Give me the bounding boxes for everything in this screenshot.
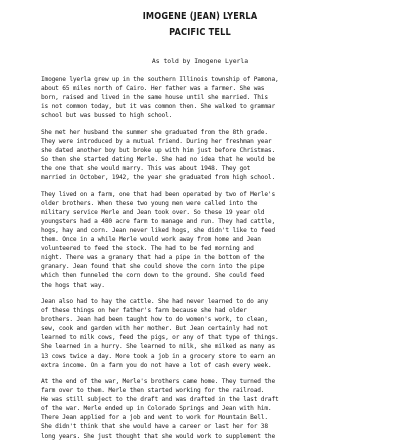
paragraph-4 xyxy=(41,297,371,370)
paragraph-3 xyxy=(41,190,371,290)
document-body xyxy=(41,75,371,448)
text-line: hogs, hay and corn. Jean never liked hogs, she didn't like to feed xyxy=(41,227,275,234)
paragraph-1 xyxy=(41,75,371,120)
text-line: she dated another boy but broke up with him just before Christmas. xyxy=(41,146,275,154)
text-line: military service Merle and Jean took over. So these 19 year old xyxy=(41,208,265,216)
text-line: Imogene lyerla grew up in the southern Illinois township of Pamona, xyxy=(41,76,279,83)
text-line: them. Once in a while Merle would work away from home and Jean xyxy=(41,236,261,244)
text-line: which then funneled the corn down to the ground. She could feed xyxy=(41,272,265,280)
paragraph-2 xyxy=(41,128,371,183)
text-line: about 65 miles north of Cairo. Her father was a farmer. She was xyxy=(41,85,265,93)
text-line: She didn't think that she would have a career or last her for 38 xyxy=(41,423,268,431)
text-line: long years. She just thought that she would work to supplement the xyxy=(41,432,275,440)
document-title: IMOGENE (JEAN) LYERLA xyxy=(142,11,258,22)
text-line: farm over to them. Merle then started working for the railroad. xyxy=(41,387,265,395)
text-line: He was still subject to the draft and was drafted in the last draft xyxy=(41,396,279,404)
text-line: youngsters had a 480 acre farm to manage and run. They had cattle, xyxy=(41,217,275,225)
text-line: married in October, 1942, the year she graduated from high school. xyxy=(41,174,275,182)
text-line: of these things on her father's farm because she had older xyxy=(41,307,247,315)
text-line: the one that she would marry. This was about 1948. They got xyxy=(41,165,251,173)
text-line: She learned in a hurry. She learned to milk, she milked as many as xyxy=(41,343,275,351)
text-line: sew, cook and garden with her mother. But Jean certainly had not xyxy=(41,325,268,333)
text-line: school but was bussed to high school. xyxy=(41,112,173,120)
text-line: So then she started dating Merle. She had no idea that he would be xyxy=(41,156,275,164)
paragraph-5 xyxy=(41,377,371,441)
text-line: night. There was a granary that had a pipe in the bottom of the xyxy=(41,254,265,262)
text-line: the hogs that way. xyxy=(41,281,105,289)
text-line: She met her husband the summer she graduated from the 8th grade. xyxy=(41,128,268,136)
text-line: is not common today, but it was common then. She walked to grammar xyxy=(41,103,275,111)
text-line: There Jean applied for a job and went to work for Mountain Bell. xyxy=(41,414,268,422)
text-line: older brothers. When these two young men were called into the xyxy=(41,199,258,207)
text-line: At the end of the war, Merle's brothers came home. They turned the xyxy=(41,378,275,385)
text-line: volunteered to feed the stock. The had to be fed morning and xyxy=(41,245,254,253)
text-line: They lived on a farm, one that had been operated by two of Merle's xyxy=(41,190,275,198)
text-line: granary. Jean found that she could shove the corn into the pipe xyxy=(41,263,265,271)
text-line: Jean also had to hay the cattle. She had never learned to do any xyxy=(41,297,268,305)
text-line: brothers. Jean had been taught how to do women's work, to clean, xyxy=(41,316,268,324)
document-subtitle: PACIFIC TELL xyxy=(169,27,231,38)
text-line: 13 cows twice a day. More took a job in a grocery store to earn an xyxy=(41,352,275,360)
text-line: learned to milk cows, feed the pigs, or any of that type of things. xyxy=(41,334,279,342)
byline: As told by Imogene Lyerla xyxy=(151,57,249,65)
text-line: of the war. Merle ended up in Colorado Springs and Jean with him. xyxy=(41,405,272,413)
text-line: They were introduced by a mutual friend. During her freshman year xyxy=(41,137,272,145)
text-line: born, raised and lived in the same house until she married. This xyxy=(41,94,268,102)
text-line: extra income. On a farm you do not have a lot of cash every week. xyxy=(41,361,272,369)
